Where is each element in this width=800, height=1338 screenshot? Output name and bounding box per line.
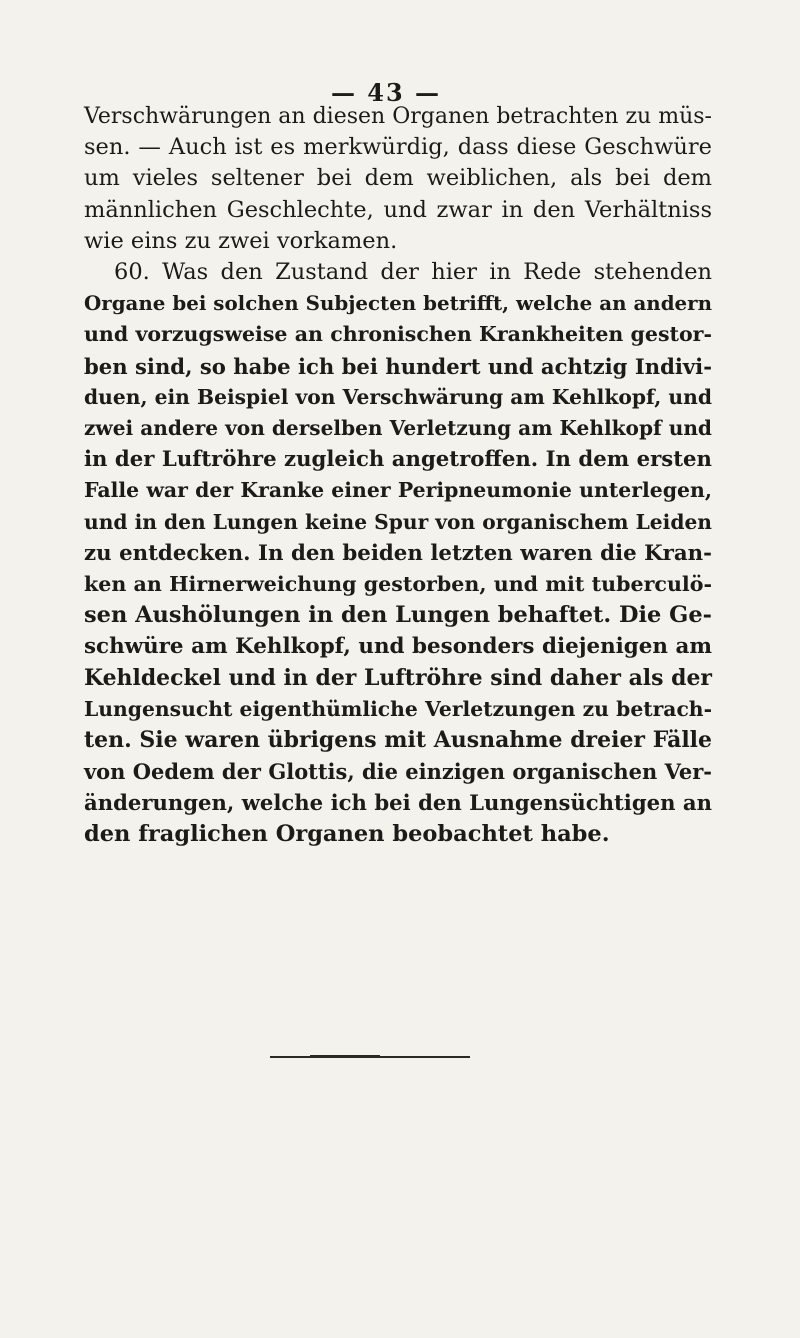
text-line: von Oedem der Glottis, die einzigen organischen Ver- [84, 759, 712, 785]
text-line: Verschwärungen an diesen Organen betrachten zu müs- [84, 104, 712, 129]
text-line: männlichen Geschlechte, und zwar in den Verhältniss [84, 196, 712, 223]
text-line: sen. — Auch ist es merkwürdig, dass diese Geschwüre [84, 134, 712, 161]
body-text [84, 101, 712, 850]
text-line: duen, ein Beispiel von Verschwärung am Kehlkopf, und [84, 384, 712, 409]
text-line: Organe bei solchen Subjecten betrifft, welche an andern [84, 291, 712, 316]
page-number: — 43 — [330, 78, 442, 107]
text-line: ken an Hirnerweichung gestorben, und mit tuberculö- [84, 572, 712, 597]
text-line: Falle war der Kranke einer Peripneumonie unterlegen, [84, 478, 712, 503]
text-line: und in den Lungen keine Spur von organischem Leiden [84, 509, 712, 534]
text-line: zwei andere von derselben Verletzung am Kehlkopf und [84, 416, 712, 441]
text-line: Kehldeckel und in der Luftröhre sind daher als der [84, 664, 712, 691]
text-line: 60. Was den Zustand der hier in Rede stehenden [114, 259, 712, 286]
text-line: ten. Sie waren übrigens mit Ausnahme dreier Fälle [84, 727, 712, 754]
text-line: änderungen, welche ich bei den Lungensüchtigen an [84, 790, 712, 816]
text-line: schwüre am Kehlkopf, und besonders diejenigen am [84, 634, 712, 660]
text-line: um vieles seltener bei dem weiblichen, als bei dem [84, 165, 712, 192]
section-divider [270, 1056, 470, 1058]
text-line: in der Luftröhre zugleich angetroffen. In dem ersten [84, 447, 712, 473]
text-line: sen Aushölungen in den Lungen behaftet. Die Ge- [84, 602, 712, 629]
text-line: den fraglichen Organen beobachtet habe. [84, 820, 610, 847]
text-line: ben sind, so habe ich bei hundert und achtzig Indivi- [84, 353, 712, 379]
text-line: und vorzugsweise an chronischen Krankheiten gestor- [84, 322, 712, 347]
text-line: wie eins zu zwei vorkamen. [84, 227, 398, 254]
text-line: Lungensucht eigenthümliche Verletzungen zu betrach- [84, 696, 712, 721]
text-line: zu entdecken. In den beiden letzten waren die Kran- [84, 540, 712, 566]
